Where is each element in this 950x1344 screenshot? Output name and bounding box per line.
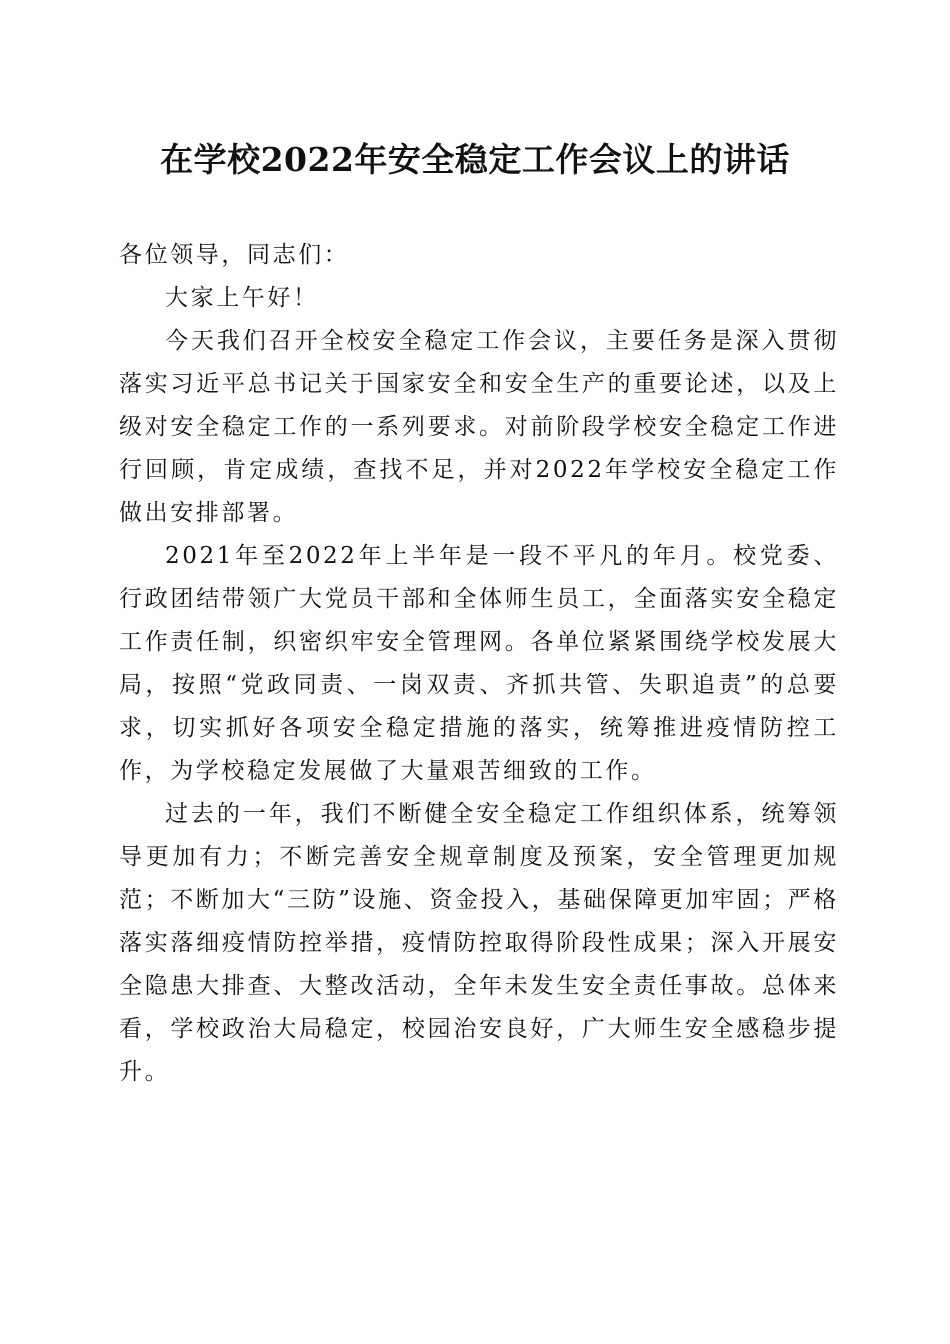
document-title: 在学校2022年安全稳定工作会议上的讲话: [160, 140, 790, 179]
paragraph-achievements: 过去的一年，我们不断健全安全稳定工作组织体系，统筹领导更加有力；不断完善安全规章制度及预案，安全管理更加规范；不断加大“三防”设施、资金投入，基础保障更加牢固；严格落实落细疫情防控举措，疫情防控取得阶段性成果；深入开展安全隐患大排查、大整改活动，全年未发生安全责任事故。总体来看，学校政治大局稳定，校园治安良好，广大师生安全感稳步提升。: [119, 801, 839, 1085]
salutation: 各位领导，同志们：: [119, 242, 350, 268]
paragraph-intro: 今天我们召开全校安全稳定工作会议，主要任务是深入贯彻落实习近平总书记关于国家安全和安全生产的重要论述，以及上级对安全稳定工作的一系列要求。对前阶段学校安全稳定工作进行回顾，肯定成绩，查找不足，并对2022年学校安全稳定工作做出安排部署。: [119, 328, 839, 526]
document-body: [119, 234, 839, 1094]
paragraph-review: 2021年至2022年上半年是一段不平凡的年月。校党委、行政团结带领广大党员干部和全体师生员工，全面落实安全稳定工作责任制，织密织牢安全管理网。各单位紧紧围绕学校发展大局，按照“党政同责、一岗双责、齐抓共管、失职追责”的总要求，切实抓好各项安全稳定措施的落实，统筹推进疫情防控工作，为学校稳定发展做了大量艰苦细致的工作。: [119, 543, 839, 784]
greeting: 大家上午好！: [165, 285, 319, 311]
